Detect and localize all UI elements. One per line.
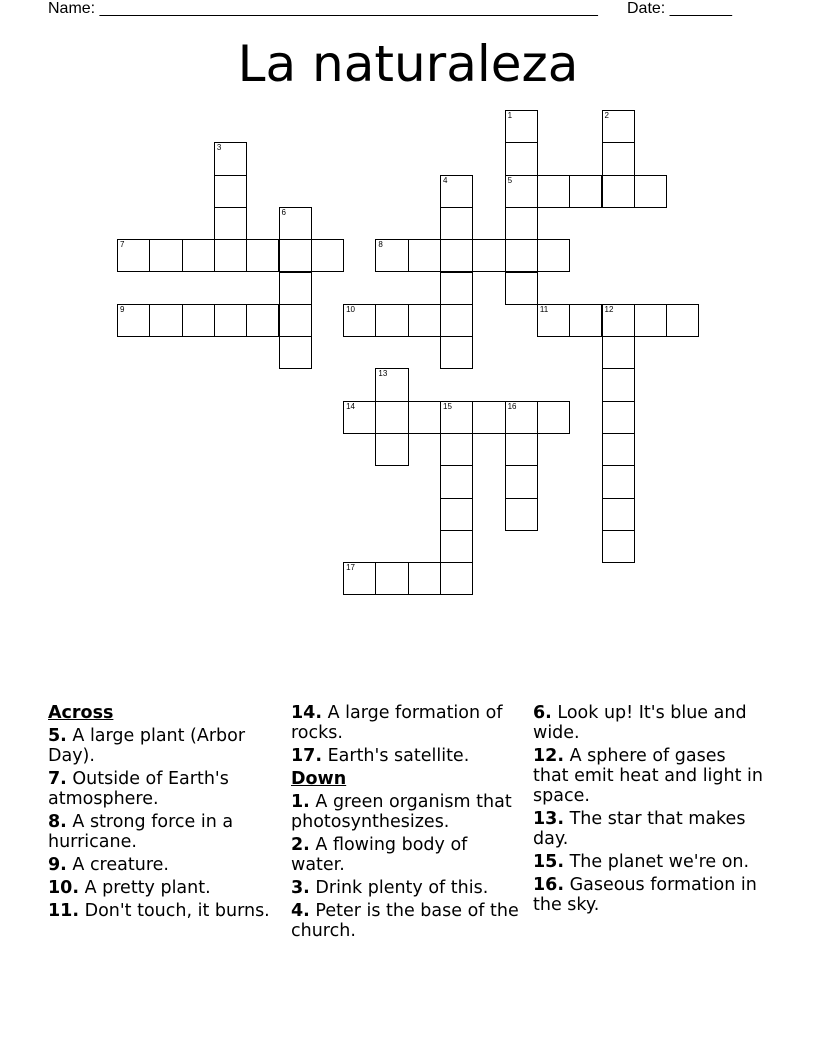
crossword-cell[interactable]: [182, 304, 215, 337]
crossword-cell[interactable]: [472, 239, 505, 272]
crossword-cell[interactable]: [149, 239, 182, 272]
crossword-cell[interactable]: [602, 530, 635, 563]
crossword-cell[interactable]: [214, 175, 247, 208]
crossword-cell[interactable]: [117, 304, 150, 337]
clues-column-3: [533, 703, 763, 918]
clue-number: 11.: [48, 901, 80, 921]
clue-text: A large plant (Arbor Day).: [48, 726, 246, 766]
crossword-cell[interactable]: [634, 175, 667, 208]
crossword-cell[interactable]: [311, 239, 344, 272]
crossword-cell[interactable]: [279, 304, 312, 337]
crossword-cell[interactable]: [440, 175, 473, 208]
crossword-cell[interactable]: [440, 336, 473, 369]
clues-column-2: [291, 703, 521, 944]
crossword-cell[interactable]: [440, 530, 473, 563]
clue-number: 15.: [533, 852, 565, 872]
crossword-cell[interactable]: [408, 239, 441, 272]
cell-number: 2: [604, 111, 609, 120]
clue-text: Look up! It's blue and wide.: [533, 703, 747, 743]
clue-number: 2.: [291, 835, 310, 855]
crossword-cell[interactable]: [505, 175, 538, 208]
clue-number: 13.: [533, 809, 565, 829]
clue-number: 17.: [291, 746, 323, 766]
crossword-cell[interactable]: [440, 401, 473, 434]
cell-number: 11: [539, 304, 549, 314]
crossword-cell[interactable]: [149, 304, 182, 337]
clue-down-4: [291, 901, 521, 941]
crossword-cell[interactable]: [440, 433, 473, 466]
crossword-cell[interactable]: [602, 465, 635, 498]
cell-number: 8: [378, 240, 383, 250]
clue-across-11: [48, 901, 278, 921]
cell-number: 15: [443, 401, 452, 411]
clue-across-5: [48, 726, 278, 766]
crossword-cell[interactable]: [214, 142, 247, 175]
clue-text: A strong force in a hurricane.: [48, 812, 234, 852]
clue-text: A large formation of rocks.: [291, 703, 503, 743]
crossword-cell[interactable]: [634, 304, 667, 337]
clue-down-16: [533, 875, 763, 915]
crossword-cell[interactable]: [666, 304, 699, 337]
clue-down-6: [533, 703, 763, 743]
cell-number: 7: [120, 240, 125, 250]
clue-text: Earth's satellite.: [327, 746, 470, 766]
cell-number: 4: [443, 175, 448, 185]
crossword-cell[interactable]: [537, 239, 570, 272]
crossword-cell[interactable]: [602, 142, 635, 175]
clue-number: 7.: [48, 769, 67, 789]
clue-text: A pretty plant.: [84, 878, 211, 898]
crossword-cell[interactable]: [375, 562, 408, 595]
clue-down-15: [533, 852, 763, 872]
clue-text: Peter is the base of the church.: [291, 901, 519, 941]
crossword-cell[interactable]: [343, 562, 376, 595]
crossword-cell[interactable]: [505, 207, 538, 240]
crossword-cell[interactable]: [505, 142, 538, 175]
crossword-cell[interactable]: [537, 175, 570, 208]
clue-text: A flowing body of water.: [291, 835, 468, 875]
clue-text: Don't touch, it burns.: [84, 901, 270, 921]
clue-text: A sphere of gases that emit heat and light in space.: [533, 746, 763, 806]
cell-number: 17: [346, 563, 355, 573]
down-heading: Down: [291, 769, 347, 789]
clue-down-12: [533, 746, 763, 806]
crossword-cell[interactable]: [569, 304, 602, 337]
crossword-cell[interactable]: [602, 401, 635, 434]
crossword-cell[interactable]: [375, 368, 408, 401]
across-heading: Across: [48, 703, 114, 723]
crossword-cell[interactable]: [505, 498, 538, 531]
page-title: La naturaleza: [237, 35, 579, 93]
cell-number: 12: [604, 304, 614, 314]
clue-text: Outside of Earth's atmosphere.: [48, 769, 229, 809]
crossword-cell[interactable]: [440, 465, 473, 498]
crossword-cell[interactable]: [279, 272, 312, 305]
crossword-cell[interactable]: [343, 401, 376, 434]
date-field-label: Date: _______: [627, 0, 732, 17]
clue-down-1: [291, 792, 521, 832]
crossword-cell[interactable]: [375, 304, 408, 337]
clue-text: Gaseous formation in the sky.: [533, 875, 757, 915]
cell-number: 14: [346, 401, 355, 411]
cell-number: 6: [281, 207, 286, 217]
clue-across-9: [48, 855, 278, 875]
clue-number: 4.: [291, 901, 310, 921]
crossword-cell[interactable]: [602, 336, 635, 369]
crossword-cell[interactable]: [246, 239, 279, 272]
crossword-cell[interactable]: [279, 239, 312, 272]
crossword-cell[interactable]: [182, 239, 215, 272]
clue-number: 14.: [291, 703, 323, 723]
clue-text: A creature.: [72, 855, 169, 875]
crossword-cell[interactable]: [505, 465, 538, 498]
crossword-cell[interactable]: [375, 401, 408, 434]
crossword-cell[interactable]: [214, 239, 247, 272]
crossword-cell[interactable]: [505, 433, 538, 466]
crossword-cell[interactable]: [408, 401, 441, 434]
crossword-cell[interactable]: [408, 304, 441, 337]
clue-number: 3.: [291, 878, 310, 898]
crossword-cell[interactable]: [440, 498, 473, 531]
crossword-cell[interactable]: [505, 272, 538, 305]
clue-across-14: [291, 703, 521, 743]
cell-number: 10: [346, 304, 355, 314]
crossword-cell[interactable]: [440, 304, 473, 337]
crossword-cell[interactable]: [537, 304, 570, 337]
crossword-cell[interactable]: [375, 433, 408, 466]
clue-text: A green organism that photosynthesizes.: [291, 792, 512, 832]
crossword-cell[interactable]: [602, 175, 635, 208]
clue-across-10: [48, 878, 278, 898]
clue-number: 5.: [48, 726, 67, 746]
clue-across-8: [48, 812, 278, 852]
crossword-cell[interactable]: [343, 304, 376, 337]
crossword-cell[interactable]: [505, 239, 538, 272]
crossword-cell[interactable]: [440, 239, 473, 272]
clue-text: The star that makes day.: [533, 809, 746, 849]
crossword-cell[interactable]: [569, 175, 602, 208]
crossword-cell[interactable]: [602, 368, 635, 401]
clue-across-7: [48, 769, 278, 809]
clue-number: 8.: [48, 812, 67, 832]
clue-number: 9.: [48, 855, 67, 875]
clue-number: 12.: [533, 746, 565, 766]
crossword-cell[interactable]: [537, 401, 570, 434]
crossword-cell[interactable]: [279, 336, 312, 369]
cell-number: 13: [378, 369, 388, 379]
crossword-cell[interactable]: [505, 401, 538, 434]
crossword-cell[interactable]: [440, 207, 473, 240]
crossword-cell[interactable]: [408, 562, 441, 595]
clue-number: 6.: [533, 703, 552, 723]
crossword-cell[interactable]: [375, 239, 408, 272]
cell-number: 3: [216, 143, 222, 153]
crossword-cell[interactable]: [602, 110, 635, 143]
cell-number: 5: [507, 175, 513, 185]
cell-number: 9: [120, 304, 125, 314]
clue-text: Drink plenty of this.: [315, 878, 489, 898]
crossword-cell[interactable]: [440, 562, 473, 595]
clue-down-2: [291, 835, 521, 875]
crossword-cell[interactable]: [505, 110, 538, 143]
crossword-cell[interactable]: [214, 304, 247, 337]
crossword-cell[interactable]: [602, 433, 635, 466]
clue-text: The planet we're on.: [569, 852, 750, 872]
crossword-cell[interactable]: [602, 304, 635, 337]
crossword-cell[interactable]: [246, 304, 279, 337]
crossword-cell[interactable]: [214, 207, 247, 240]
cell-number: 16: [507, 401, 517, 411]
cell-number: 1: [507, 111, 513, 120]
clue-number: 10.: [48, 878, 80, 898]
clue-down-3: [291, 878, 521, 898]
crossword-cell[interactable]: [440, 272, 473, 305]
clue-number: 16.: [533, 875, 565, 895]
clue-number: 1.: [291, 792, 310, 812]
crossword-cell[interactable]: [279, 207, 312, 240]
clues-column-1: [48, 703, 278, 924]
name-field-label: Name: ________________________________________________________: [48, 0, 598, 17]
clue-down-13: [533, 809, 763, 849]
crossword-cell[interactable]: [117, 239, 150, 272]
clue-across-17: [291, 746, 521, 766]
crossword-cell[interactable]: [472, 401, 505, 434]
crossword-cell[interactable]: [602, 498, 635, 531]
